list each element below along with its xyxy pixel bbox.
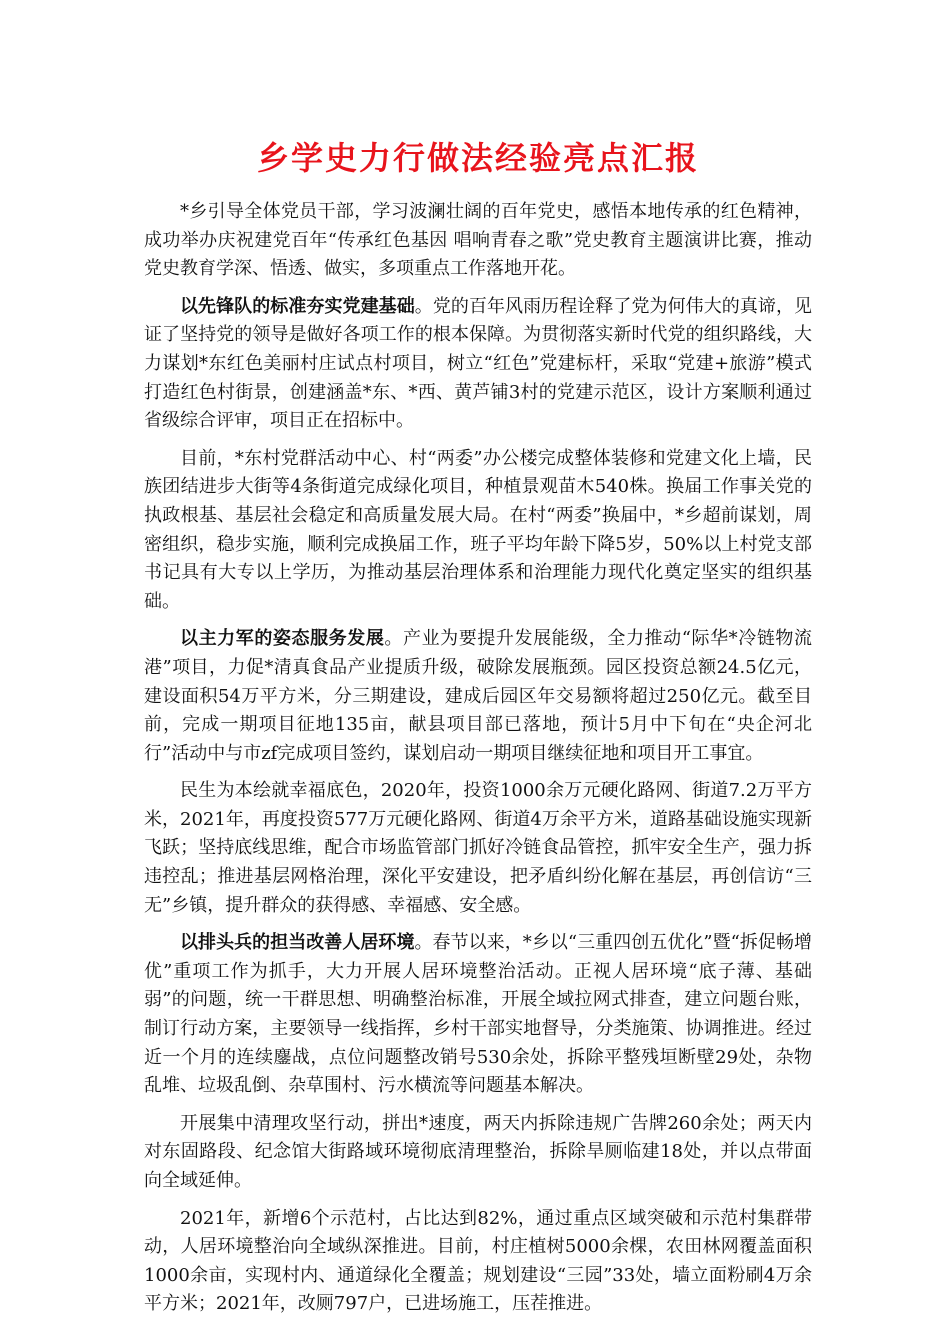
paragraph-cleanup	[144, 1110, 812, 1196]
paragraph-lead-heading: 以排头兵的担当改善人居环境	[180, 932, 415, 954]
paragraph-development	[144, 625, 812, 768]
paragraph-party-progress	[144, 445, 812, 617]
paragraph-intro	[144, 198, 812, 284]
paragraph-text: *乡引导全体党员干部，学习波澜壮阔的百年党史，感悟本地传承的红色精神，成功举办庆祝建党百年“传承红色基因 唱响青春之歌”党史教育主题演讲比赛，推动党史教育学深、悟透、做实，多项重点工作落地开花。	[144, 201, 812, 280]
paragraph-text: 。党的百年风雨历程诠释了党为何伟大的真谛，见证了坚持党的领导是做好各项工作的根本保障。为贯彻落实新时代党的组织路线，大力谋划*东红色美丽村庄试点村项目，树立“红色”党建标杆，采取“党建+旅游”模式打造红色村街景，创建涵盖*东、*西、黄芦铺3村的党建示范区，设计方案顺利通过省级综合评审，项目正在招标中。	[144, 295, 812, 432]
paragraph-party-building	[144, 293, 812, 436]
paragraph-lead-heading: 以先锋队的标准夯实党建基础	[180, 295, 415, 317]
paragraph-livelihood	[144, 777, 812, 920]
document-title: 乡学史力行做法经验亮点汇报	[256, 139, 699, 177]
paragraph-text: 。春节以来，*乡以“三重四创五优化”暨“拆促畅增优”重项工作为抓手，大力开展人居环境整治活动。正视人居环境“底子薄、基础弱”的问题，统一干群思想、明确整治标准，开展全域拉网式排查，建立问题台账，制订行动方案，主要领导一线指挥，乡村干部实地督导，分类施策、协调推进。经过近一个月的连续鏖战，点位问题整改销号530余处，拆除平整残垣断壁29处，杂物乱堆、垃圾乱倒、杂草围村、污水横流等问题基本解决。	[144, 932, 813, 1097]
paragraph-text: 2021年，新增6个示范村，占比达到82%，通过重点区域突破和示范村集群带动，人居环境整治向全域纵深推进。目前，村庄植树5000余棵，农田林网覆盖面积1000余亩，实现村内、通道绿化全覆盖；规划建设“三园”33处，墙立面粉刷4万余平方米；2021年，改厕797户，已进场施工，压茬推进。	[144, 1207, 812, 1315]
document-page	[144, 132, 812, 1328]
paragraph-text: 。产业为要提升发展能级，全力推动“际华*冷链物流港”项目，力促*清真食品产业提质升级，破除发展瓶颈。园区投资总额24.5亿元，建设面积54万平方米，分三期建设，建成后园区年交易额将超过250亿元。截至目前，完成一期项目征地135亩，献县项目部已落地，预计5月中下旬在“央企河北行”活动中与市zf完成项目签约，谋划启动一期项目继续征地和项目开工事宜。	[144, 628, 812, 764]
paragraph-text: 开展集中清理攻坚行动，拼出*速度，两天内拆除违规广告牌260余处；两天内对东固路段、纪念馆大街路域环境彻底清理整治，拆除旱厕临建18处，并以点带面向全域延伸。	[144, 1112, 812, 1191]
paragraph-demonstration	[144, 1205, 812, 1319]
paragraph-text: 目前，*东村党群活动中心、村“两委”办公楼完成整体装修和党建文化上墙，民族团结进步大街等4条街道完成绿化项目，种植景观苗木540株。换届工作事关党的执政根基、基层社会稳定和高质量发展大局。在村“两委”换届中，*乡超前谋划，周密组织，稳步实施，顺利完成换届工作，班子平均年龄下降5岁，50%以上村党支部书记具有大专以上学历，为推动基层治理体系和治理能力现代化奠定坚实的组织基础。	[144, 447, 812, 612]
paragraph-environment	[144, 929, 812, 1101]
paragraph-text: 民生为本绘就幸福底色，2020年，投资1000余万元硬化路网、街道7.2万平方米，2021年，再度投资577万元硬化路网、街道4万余平方米，道路基础设施实现新飞跃；坚持底线思维，配合市场监管部门抓好冷链食品管控，抓牢安全生产，强力拆违控乱；推进基层网格治理，深化平安建设，把矛盾纠纷化解在基层，再创信访“三无”乡镇，提升群众的获得感、幸福感、安全感。	[144, 780, 812, 916]
paragraph-lead-heading: 以主力军的姿态服务发展	[180, 628, 385, 650]
